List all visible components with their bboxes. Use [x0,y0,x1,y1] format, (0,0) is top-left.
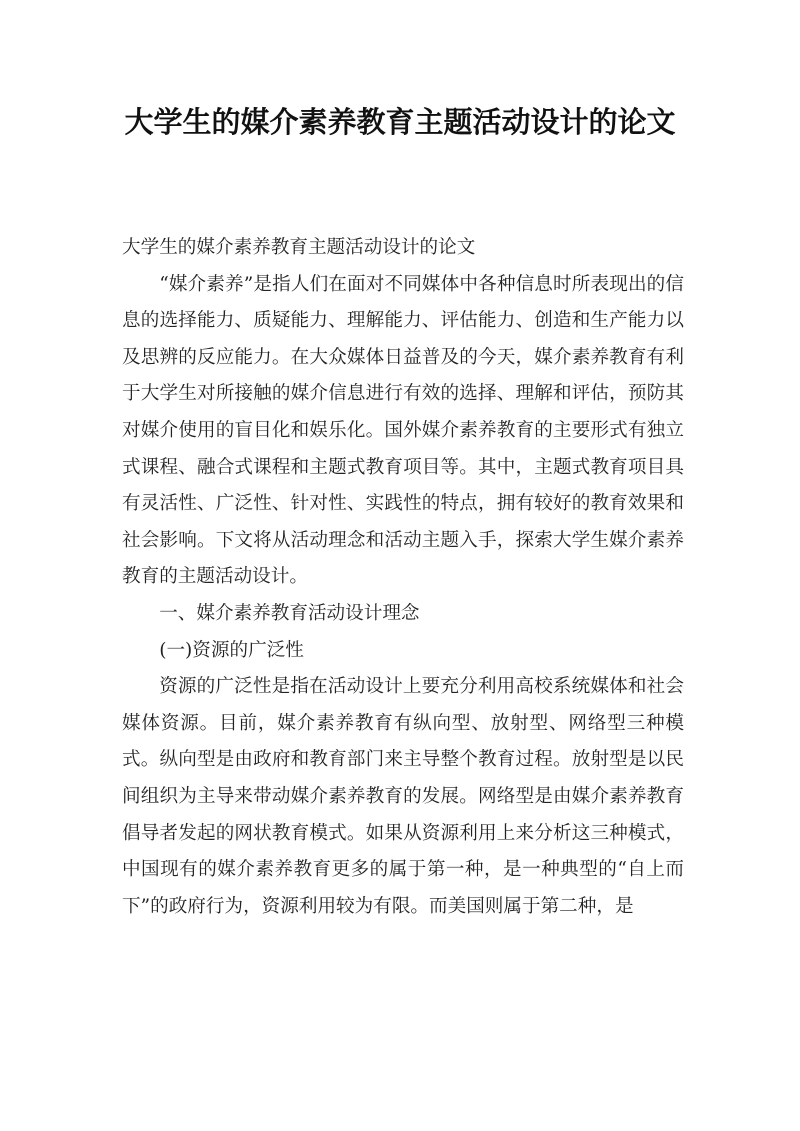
resources-paragraph: 资源的广泛性是指在活动设计上要充分利用高校系统媒体和社会媒体资源。目前，媒介素养教育有纵向型、放射型、网络型三种模式。纵向型是由政府和教育部门来主导整个教育过程。放射型是以民间组织为主导来带动媒介素养教育的发展。网络型是由媒介素养教育倡导者发起的网状教育模式。如果从资源利用上来分析这三种模式，中国现有的媒介素养教育更多的属于第一种，是一种典型的“自上而下”的政府行为，资源利用较为有限。而美国则属于第二种，是 [122,676,684,917]
subtitle-line: 大学生的媒介素养教育主题活动设计的论文 [122,237,476,258]
subsection-heading: (一)资源的广泛性 [159,639,304,661]
section-heading: 一、媒介素养教育活动设计理念 [159,602,420,624]
document-title: 大学生的媒介素养教育主题活动设计的论文 [124,105,676,139]
document-body [122,230,684,925]
intro-paragraph: “媒介素养”是指人们在面对不同媒体中各种信息时所表现出的信息的选择能力、质疑能力、理解能力、评估能力、创造和生产能力以及思辨的反应能力。在大众媒体日益普及的今天，媒介素养教育有利于大学生对所接触的媒介信息进行有效的选择、理解和评估，预防其对媒介使用的盲目化和娱乐化。国外媒介素养教育的主要形式有独立式课程、融合式课程和主题式教育项目等。其中，主题式教育项目具有灵活性、广泛性、针对性、实践性的特点，拥有较好的教育效果和社会影响。下文将从活动理念和活动主题入手，探索大学生媒介素养教育的主题活动设计。 [122,273,684,588]
